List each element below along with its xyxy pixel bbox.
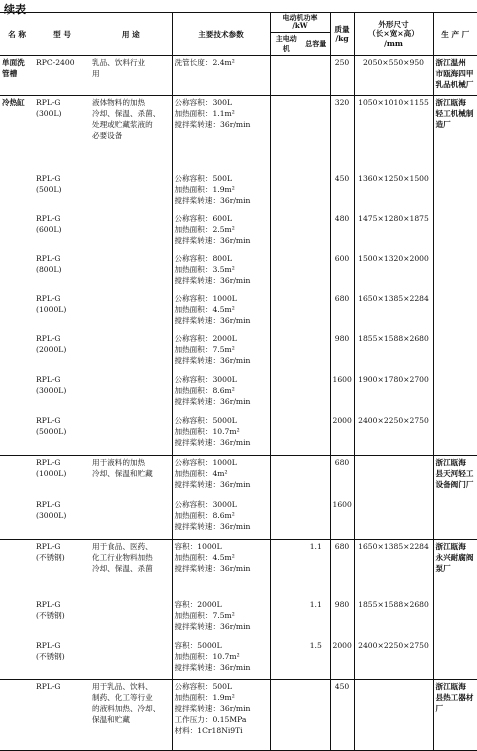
model-cell: RPL-G (600L) xyxy=(36,213,62,234)
table-row xyxy=(0,373,477,414)
mass-cell: 1600 xyxy=(330,498,354,540)
model-cell: RPL-G (300L) xyxy=(34,96,90,172)
mass-cell: 2000 xyxy=(330,414,354,456)
header-motor-total: 总容量 xyxy=(302,32,330,55)
motor-main-cell xyxy=(270,332,302,373)
motor-main-cell xyxy=(270,498,302,540)
dims-cell: 1855×1588×2680 xyxy=(354,598,433,639)
name-cell xyxy=(0,172,34,212)
header-dims: 外形尺寸 （长×宽×高） /mm xyxy=(354,13,433,56)
table-row xyxy=(0,96,477,172)
params-cell: 公称容积：3000L 加热面积：8.6m² 搅拌桨转速：36r/min xyxy=(172,373,270,414)
dims-cell xyxy=(354,680,433,751)
use-cell xyxy=(90,292,172,332)
factory-cell xyxy=(433,598,477,639)
params-cell: 公称容积：2000L 加热面积：7.5m² 搅拌桨转速：36r/min xyxy=(172,332,270,373)
motor-main-cell xyxy=(270,292,302,332)
table-caption: 续表 xyxy=(4,3,26,16)
mass-cell: 320 xyxy=(330,96,354,172)
header-motor-power: 电动机功率 /kW xyxy=(270,13,330,33)
motor-main-cell xyxy=(270,598,302,639)
use-cell xyxy=(90,414,172,456)
header-factory: 生 产 厂 xyxy=(433,13,477,56)
mass-cell: 480 xyxy=(330,212,354,252)
motor-total-cell: 1.1 xyxy=(309,599,322,609)
table-row xyxy=(0,598,477,639)
table-row xyxy=(0,212,477,252)
dims-cell: 2400×2250×2750 xyxy=(354,414,433,456)
factory-cell xyxy=(433,498,477,540)
factory-cell xyxy=(433,639,477,680)
name-cell xyxy=(0,456,34,498)
factory-cell xyxy=(433,212,477,252)
model-cell: RPL-G xyxy=(34,680,90,751)
header-use: 用 途 xyxy=(90,13,172,56)
mass-cell: 1600 xyxy=(330,373,354,414)
motor-main-cell xyxy=(270,680,302,751)
factory-cell: 浙江瓯海 县热工器材 厂 xyxy=(433,680,477,751)
factory-cell: 浙江瓯海 永兴耐腐阀 泵厂 xyxy=(433,540,477,598)
header-name: 名 称 xyxy=(0,13,34,56)
motor-total-cell: 1.5 xyxy=(309,640,322,650)
model-cell: RPL-G (1000L) xyxy=(36,293,67,314)
name-cell xyxy=(0,639,34,680)
mass-cell: 680 xyxy=(330,456,354,498)
use-cell: 用于液料的加热 冷却、保温和贮藏 xyxy=(90,456,172,498)
model-cell: RPL-G (不锈钢) xyxy=(36,599,65,620)
header-params: 主要技术参数 xyxy=(172,13,270,56)
motor-main-cell xyxy=(270,212,302,252)
mass-cell: 450 xyxy=(330,172,354,212)
motor-total-cell xyxy=(302,56,330,96)
name-cell xyxy=(0,292,34,332)
use-cell xyxy=(90,332,172,373)
mass-cell: 2000 xyxy=(330,639,354,680)
model-cell: RPL-G (800L) xyxy=(36,253,62,274)
factory-cell xyxy=(433,252,477,292)
motor-main-cell xyxy=(270,56,302,96)
mass-cell: 980 xyxy=(330,598,354,639)
name-cell xyxy=(0,212,34,252)
table-row xyxy=(0,680,477,751)
motor-main-cell xyxy=(270,96,302,172)
params-cell: 公称容积：500L 加热面积：1.9m² 搅拌桨转速：36r/min xyxy=(172,172,270,212)
motor-total-cell xyxy=(302,252,330,292)
use-cell xyxy=(90,172,172,212)
params-cell: 公称容积：800L 加热面积：3.5m² 搅拌桨转速：36r/min xyxy=(172,252,270,292)
name-cell xyxy=(0,680,34,751)
table-row xyxy=(0,56,477,96)
model-cell: RPL-G (500L) xyxy=(36,173,62,194)
motor-total-cell xyxy=(302,414,330,456)
header-mass: 质量 /kg xyxy=(330,13,354,56)
dims-cell: 1050×1010×1155 xyxy=(354,96,433,172)
params-cell: 容积：2000L 加热面积：7.5m² 搅拌桨转速：36r/min xyxy=(172,598,270,639)
motor-main-cell xyxy=(270,414,302,456)
use-cell: 用于食品、医药、 化工行业物料加热 冷却、保温、杀菌 xyxy=(90,540,172,598)
use-cell xyxy=(90,252,172,292)
model-cell: RPL-G (不锈钢) xyxy=(34,540,90,598)
model-cell: RPL-G (不锈钢) xyxy=(36,640,65,661)
params-cell: 洗管长度：2.4m² xyxy=(172,56,270,96)
use-cell: 用于乳品、饮料、 制药、化工等行业 的液料加热、冷却、 保温和贮藏 xyxy=(90,680,172,751)
name-cell: 单面洗 管槽 xyxy=(0,56,34,96)
motor-total-cell xyxy=(302,498,330,540)
dims-cell: 1500×1320×2000 xyxy=(354,252,433,292)
dims-cell xyxy=(354,498,433,540)
dims-cell: 1900×1780×2700 xyxy=(354,373,433,414)
table-row xyxy=(0,332,477,373)
header-motor-main: 主电动机 xyxy=(270,32,302,55)
dims-cell: 1650×1385×2284 xyxy=(354,540,433,598)
mass-cell: 600 xyxy=(330,252,354,292)
factory-cell xyxy=(433,414,477,456)
mass-cell: 980 xyxy=(330,332,354,373)
factory-cell xyxy=(433,172,477,212)
factory-cell: 浙江瓯海 轻工机械制 造厂 xyxy=(433,96,477,172)
table-body xyxy=(0,56,477,751)
table-row xyxy=(0,540,477,598)
use-cell xyxy=(90,598,172,639)
motor-main-cell xyxy=(270,456,302,498)
motor-total-cell xyxy=(302,456,330,498)
model-cell: RPL-G (3000L) xyxy=(36,499,67,520)
name-cell xyxy=(0,252,34,292)
params-cell: 公称容积：600L 加热面积：2.5m² 搅拌桨转速：36r/min xyxy=(172,212,270,252)
dims-cell: 1650×1385×2284 xyxy=(354,292,433,332)
mass-cell: 250 xyxy=(330,56,354,96)
motor-total-cell xyxy=(302,212,330,252)
model-cell: RPC-2400 xyxy=(34,56,90,96)
use-cell: 液体物料的加热 冷却、保温、杀菌、 处理或贮藏浆液的 必要设备 xyxy=(90,96,172,172)
motor-total-cell xyxy=(302,332,330,373)
dims-cell: 1360×1250×1500 xyxy=(354,172,433,212)
table-row xyxy=(0,292,477,332)
motor-main-cell xyxy=(270,639,302,680)
table-row xyxy=(0,172,477,212)
name-cell: 冷热缸 xyxy=(0,96,34,172)
dims-cell: 2050×550×950 xyxy=(354,56,433,96)
params-cell: 公称容积：300L 加热面积：1.1m² 搅拌桨转速：36r/min xyxy=(172,96,270,172)
motor-main-cell xyxy=(270,252,302,292)
table-row xyxy=(0,639,477,680)
motor-main-cell xyxy=(270,540,302,598)
motor-main-cell xyxy=(270,172,302,212)
name-cell xyxy=(0,540,34,598)
table-row xyxy=(0,414,477,456)
table-row xyxy=(0,252,477,292)
params-cell: 公称容积：5000L 加热面积：10.7m² 搅拌桨转速：36r/min xyxy=(172,414,270,456)
table-row xyxy=(0,498,477,540)
use-cell: 乳品、饮料行业 用 xyxy=(90,56,172,96)
use-cell xyxy=(90,373,172,414)
name-cell xyxy=(0,498,34,540)
motor-total-cell xyxy=(302,373,330,414)
table-row xyxy=(0,456,477,498)
motor-main-cell xyxy=(270,373,302,414)
model-cell: RPL-G (5000L) xyxy=(36,415,67,436)
params-cell: 公称容积：1000L 加热面积：4.5m² 搅拌桨转速：36r/min xyxy=(172,292,270,332)
mass-cell: 680 xyxy=(330,540,354,598)
name-cell xyxy=(0,373,34,414)
name-cell xyxy=(0,598,34,639)
dims-cell: 2400×2250×2750 xyxy=(354,639,433,680)
motor-total-cell: 1.1 xyxy=(302,540,330,598)
model-cell: RPL-G (2000L) xyxy=(36,333,67,354)
motor-total-cell xyxy=(302,96,330,172)
use-cell xyxy=(90,498,172,540)
dims-cell: 1855×1588×2680 xyxy=(354,332,433,373)
params-cell: 公称容积：500L 加热面积：1.9m² 搅拌桨转速：36r/min 工作压力：0.15MPa 材料：1Cr18Ni9Ti xyxy=(172,680,270,751)
dims-cell: 1475×1280×1875 xyxy=(354,212,433,252)
params-cell: 容积：5000L 加热面积：10.7m² 搅拌桨转速：36r/min xyxy=(172,639,270,680)
factory-cell xyxy=(433,332,477,373)
factory-cell: 浙江瓯海 县天河轻工 设备阀门厂 xyxy=(433,456,477,498)
model-cell: RPL-G (1000L) xyxy=(34,456,90,498)
factory-cell: 浙江温州 市瓯海四甲 乳品机械厂 xyxy=(433,56,477,96)
dims-cell xyxy=(354,456,433,498)
mass-cell: 450 xyxy=(330,680,354,751)
model-cell: RPL-G (3000L) xyxy=(36,374,67,395)
motor-total-cell xyxy=(302,292,330,332)
mass-cell: 680 xyxy=(330,292,354,332)
factory-cell xyxy=(433,373,477,414)
name-cell xyxy=(0,332,34,373)
factory-cell xyxy=(433,292,477,332)
params-cell: 公称容积：3000L 加热面积：8.6m² 搅拌桨转速：36r/min xyxy=(172,498,270,540)
motor-total-cell xyxy=(302,680,330,751)
params-cell: 容积：1000L 加热面积：4.5m² 搅拌桨转速：36r/min xyxy=(172,540,270,598)
motor-total-cell xyxy=(302,172,330,212)
equipment-spec-table xyxy=(0,12,477,751)
use-cell xyxy=(90,212,172,252)
header-model: 型 号 xyxy=(34,13,90,56)
name-cell xyxy=(0,414,34,456)
use-cell xyxy=(90,639,172,680)
params-cell: 公称容积：1000L 加热面积：4m² 搅拌桨转速：36r/min xyxy=(172,456,270,498)
